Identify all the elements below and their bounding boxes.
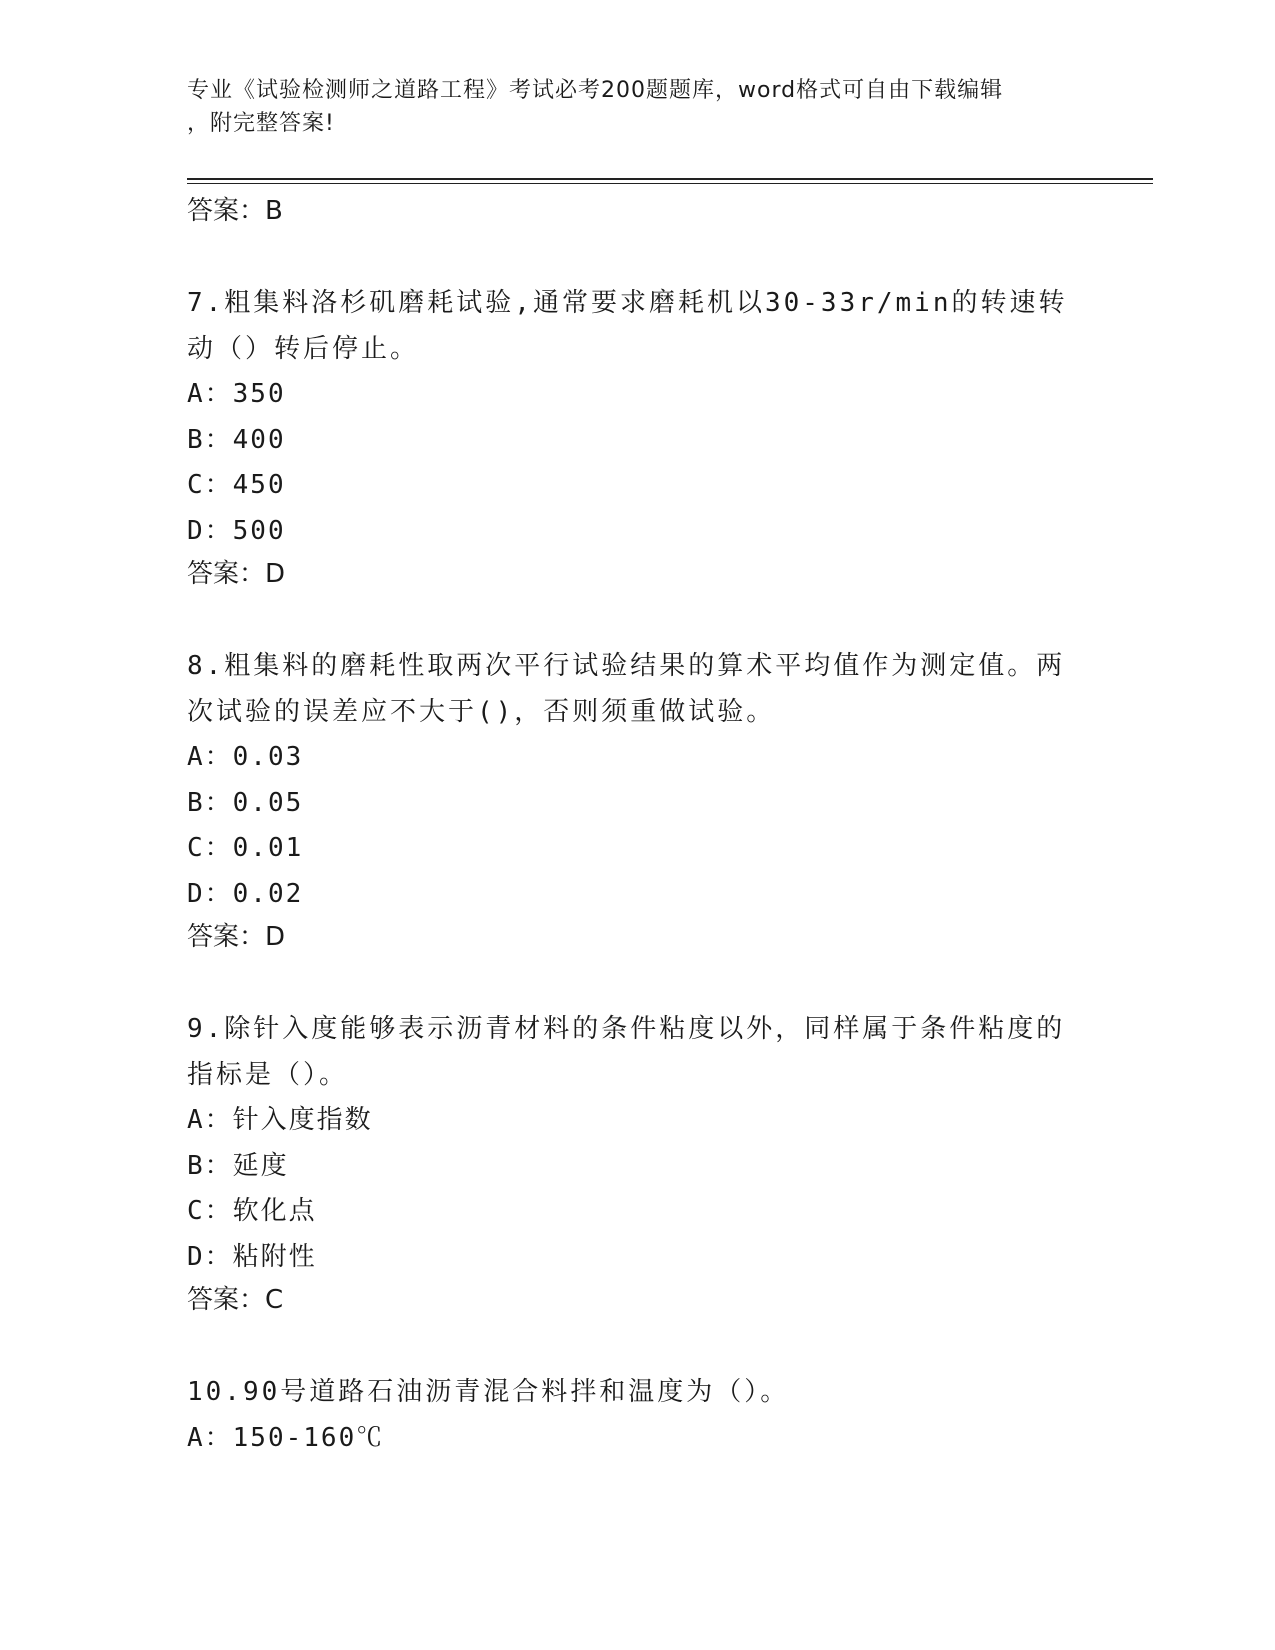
question-list [187,191,1087,1461]
header-line-2: ，附完整答案! [187,111,335,136]
option-b: B：0.05 [187,787,304,818]
document-header [187,74,1067,140]
option-b: B：400 [187,424,286,455]
option-a: A：350 [187,379,286,409]
question-8 [187,644,1087,957]
question-text: 8.粗集料的磨耗性取两次平行试验结果的算术平均值作为测定值。两次试验的误差应不大于()，否则须重做试验。 [187,651,1066,727]
option-b: B：延度 [187,1150,289,1181]
question-text: 7.粗集料洛杉矶磨耗试验,通常要求磨耗机以30-33r/min的转速转动（）转后停止。 [187,288,1068,364]
option-d: D：500 [187,515,286,546]
question-10 [187,1370,1087,1461]
header-divider-thin [187,183,1153,184]
question-text: 10.90号道路石油沥青混合料拌和温度为（）。 [187,1377,790,1407]
option-d: D：0.02 [187,878,304,909]
answer-label: 答案：B [187,196,283,226]
answer-label: 答案：D [187,922,286,952]
question-9 [187,1007,1087,1320]
question-7 [187,281,1087,594]
option-c: C：450 [187,470,286,500]
header-divider [187,178,1153,180]
option-a: A：针入度指数 [187,1105,373,1135]
option-d: D：粘附性 [187,1241,317,1272]
answer-label: 答案：C [187,1285,284,1315]
option-c: C：0.01 [187,833,304,863]
answer-label: 答案：D [187,559,286,589]
option-a: A：150-160℃ [187,1422,385,1453]
header-line-1: 专业《试验检测师之道路工程》考试必考200题题库，word格式可自由下载编辑 [187,78,1004,103]
option-a: A：0.03 [187,742,304,772]
option-c: C：软化点 [187,1196,317,1226]
question-text: 9.除针入度能够表示沥青材料的条件粘度以外，同样属于条件粘度的指标是（）。 [187,1014,1066,1090]
